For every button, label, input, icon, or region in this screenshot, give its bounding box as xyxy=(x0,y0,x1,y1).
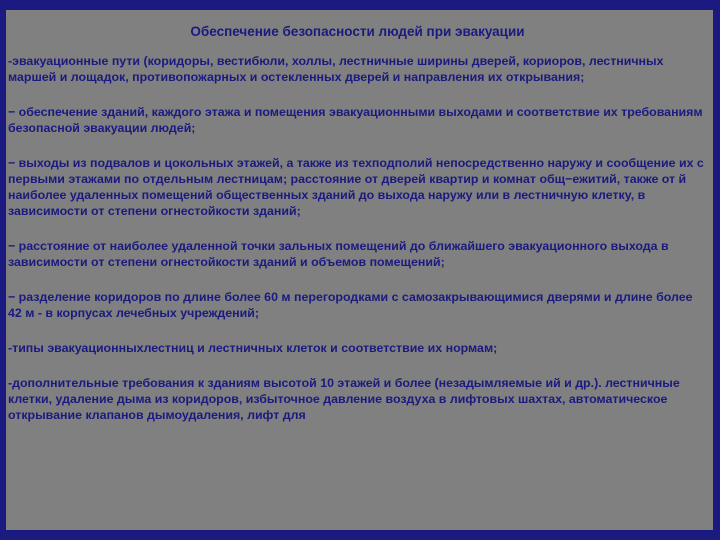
paragraph-high-rise-requirements: -дополнительные требования к зданиям высотой 10 этажей и более (незадымляемые ий и др.). лестничные клетки, удаление дыма из коридоров, избыточное давление воздуха в лифтовых шахтах, автоматическое открывание клапанов дымоудаления, лифт для xyxy=(8,376,680,422)
paragraph-basement-exits: − выходы из подвалов и цокольных этажей, а также из техподполий непосредственно наружу и сообщение их с первыми этажами по отдельным лестницам; расстояние от дверей квартир и комнат общ−ежитий, также от й наиболее удаленных помещений общественных зданий до выхода наружу или в лестничную клетку, в зависимости от степени огнестойкости зданий; xyxy=(8,156,704,218)
paragraph-staircase-types: -типы эвакуационныхлестниц и лестничных клеток и соответствие их нормам; xyxy=(8,341,498,355)
paragraph-evacuation-routes: -эвакуационные пути (коридоры, вестибюли, холлы, лестничные ширины дверей, кориоров, лестничных маршей и лощадок, противопожарных и остекленных дверей и направления их открывания; xyxy=(8,54,664,84)
paragraph-distance-to-exit: − расстояние от наиболее удаленной точки зальных помещений до ближайшего эвакуационного выхода в зависимости от степени огнестойкости зданий и объемов помещений; xyxy=(8,239,669,269)
paragraph-corridor-division: − разделение коридоров по длине более 60 м перегородками с самозакрывающимися дверями и длине более 42 м - в корпусах лечебных учреждений; xyxy=(8,290,693,320)
content-box xyxy=(6,10,713,530)
slide-title: Обеспечение безопасности людей при эвакуации xyxy=(190,24,525,39)
paragraph-evacuation-exits: − обеспечение зданий, каждого этажа и помещения эвакуационными выходами и соответствие их требованиям безопасной эвакуации людей; xyxy=(8,105,703,135)
